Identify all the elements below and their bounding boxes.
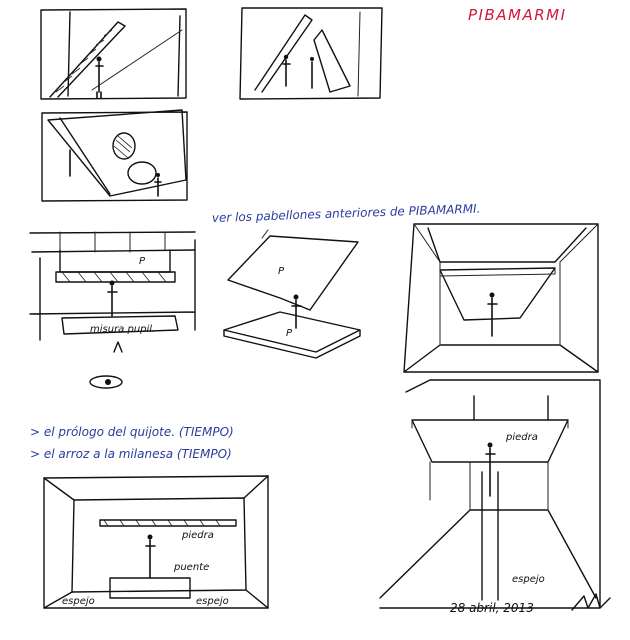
date: 28 abril, 2013 xyxy=(450,601,534,615)
label-piedra-1: piedra xyxy=(182,530,214,541)
sketch-frame-2 xyxy=(240,8,382,99)
sketch-middle-1 xyxy=(30,232,195,388)
note-pavilions: ver los pabellones anteriores de PIBAMARMI. xyxy=(211,201,481,225)
sketch-frame-1 xyxy=(41,9,186,99)
note-arroz: > el arroz a la milanesa (TIEMPO) xyxy=(30,447,232,461)
label-piedra-2: piedra xyxy=(506,432,538,443)
sketch-bottom-2 xyxy=(380,380,600,608)
label-espejo-1: espejo xyxy=(62,596,95,607)
sketch-bottom-1 xyxy=(44,476,268,608)
label-espejo-3: espejo xyxy=(512,574,545,585)
label-p2: P xyxy=(278,266,285,277)
label-p3: P xyxy=(286,328,293,339)
label-p1: P xyxy=(139,256,146,267)
sketch-middle-2 xyxy=(224,230,360,358)
label-misura: misura pupil. xyxy=(90,324,156,335)
note-quijote: > el prólogo del quijote. (TIEMPO) xyxy=(30,425,234,439)
label-espejo-2: espejo xyxy=(196,596,229,607)
sketch-frame-3 xyxy=(42,110,187,201)
label-puente: puente xyxy=(174,562,210,573)
title: PIBAMARMI xyxy=(468,6,567,24)
sketch-middle-3 xyxy=(404,224,598,372)
